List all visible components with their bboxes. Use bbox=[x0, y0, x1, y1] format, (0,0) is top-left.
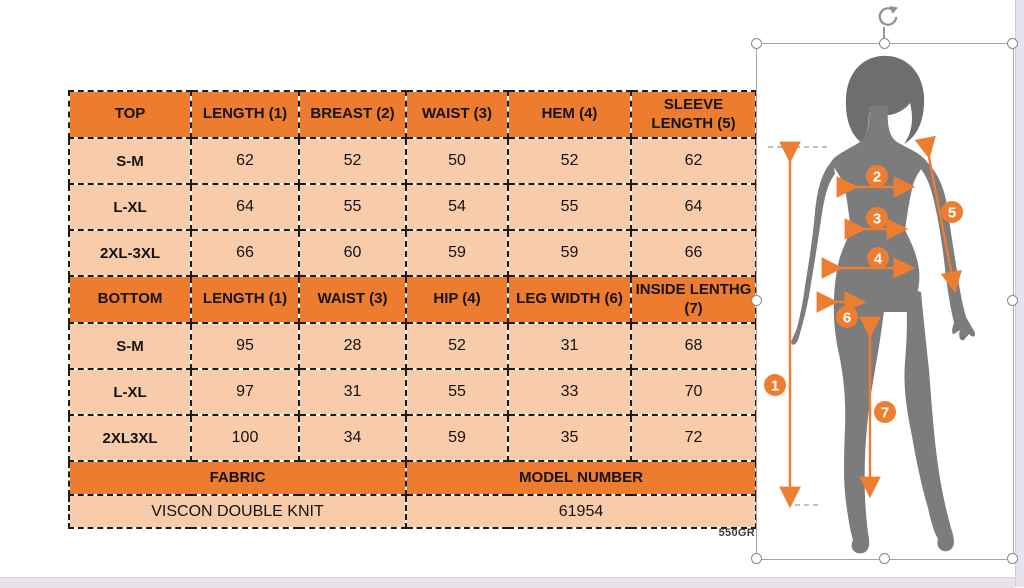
selection-handle-top-right[interactable] bbox=[1007, 38, 1018, 49]
header-cell: HEM (4) bbox=[508, 91, 631, 138]
size-cell: L-XL bbox=[69, 369, 191, 415]
model-number-label-cell: MODEL NUMBER bbox=[406, 461, 756, 495]
marker-1: 1 bbox=[770, 377, 780, 395]
table-row bbox=[69, 369, 756, 415]
value-cell: 52 bbox=[299, 138, 406, 184]
value-cell: 60 bbox=[299, 230, 406, 276]
value-cell: 70 bbox=[631, 369, 756, 415]
value-cell: 31 bbox=[299, 369, 406, 415]
selection-handle-bottom-center[interactable] bbox=[879, 553, 890, 564]
value-cell: 66 bbox=[631, 230, 756, 276]
value-cell: 55 bbox=[406, 369, 508, 415]
size-cell: L-XL bbox=[69, 184, 191, 230]
model-number-value-cell: 61954 bbox=[406, 495, 756, 528]
table-row bbox=[69, 184, 756, 230]
marker-2: 2 bbox=[872, 168, 882, 186]
header-cell: BOTTOM bbox=[69, 276, 191, 323]
header-cell: LENGTH (1) bbox=[191, 276, 299, 323]
marker-6: 6 bbox=[842, 309, 852, 327]
top-header-row bbox=[69, 91, 756, 138]
value-cell: 62 bbox=[191, 138, 299, 184]
header-cell: LENGTH (1) bbox=[191, 91, 299, 138]
value-cell: 59 bbox=[406, 230, 508, 276]
size-cell: S-M bbox=[69, 323, 191, 369]
size-chart-table[interactable] bbox=[68, 90, 757, 529]
value-cell: 64 bbox=[191, 184, 299, 230]
header-cell: BREAST (2) bbox=[299, 91, 406, 138]
marker-4: 4 bbox=[873, 250, 883, 268]
value-cell: 97 bbox=[191, 369, 299, 415]
fabric-value-cell: VISCON DOUBLE KNIT bbox=[69, 495, 406, 528]
value-cell: 28 bbox=[299, 323, 406, 369]
value-cell: 31 bbox=[508, 323, 631, 369]
weight-note: 550GR bbox=[718, 527, 755, 539]
value-cell: 33 bbox=[508, 369, 631, 415]
header-cell: WAIST (3) bbox=[299, 276, 406, 323]
value-cell: 95 bbox=[191, 323, 299, 369]
selection-handle-middle-right[interactable] bbox=[1007, 295, 1018, 306]
header-cell: WAIST (3) bbox=[406, 91, 508, 138]
rotate-handle-icon[interactable] bbox=[876, 4, 900, 28]
size-cell: 2XL3XL bbox=[69, 415, 191, 461]
size-cell: 2XL-3XL bbox=[69, 230, 191, 276]
value-cell: 62 bbox=[631, 138, 756, 184]
selection-box bbox=[756, 43, 1014, 560]
selection-handle-bottom-left[interactable] bbox=[751, 553, 762, 564]
table-row bbox=[69, 323, 756, 369]
selection-handle-bottom-right[interactable] bbox=[1007, 553, 1018, 564]
value-cell: 100 bbox=[191, 415, 299, 461]
canvas-edge-bottom bbox=[0, 577, 1015, 588]
value-cell: 34 bbox=[299, 415, 406, 461]
selection-handle-top-left[interactable] bbox=[751, 38, 762, 49]
table-row bbox=[69, 138, 756, 184]
footer-value-row bbox=[69, 495, 756, 528]
selection-handle-top-center[interactable] bbox=[879, 38, 890, 49]
value-cell: 50 bbox=[406, 138, 508, 184]
value-cell: 66 bbox=[191, 230, 299, 276]
footer-header-row bbox=[69, 461, 756, 495]
header-cell: INSIDE LENTHG (7) bbox=[631, 276, 756, 323]
value-cell: 52 bbox=[406, 323, 508, 369]
value-cell: 72 bbox=[631, 415, 756, 461]
value-cell: 52 bbox=[508, 138, 631, 184]
size-cell: S-M bbox=[69, 138, 191, 184]
canvas-edge-right bbox=[1015, 0, 1024, 587]
value-cell: 59 bbox=[508, 230, 631, 276]
header-cell: LEG WIDTH (6) bbox=[508, 276, 631, 323]
fabric-label-cell: FABRIC bbox=[69, 461, 406, 495]
selection-handle-middle-left[interactable] bbox=[751, 295, 762, 306]
table-row bbox=[69, 230, 756, 276]
value-cell: 59 bbox=[406, 415, 508, 461]
marker-7: 7 bbox=[880, 404, 890, 422]
value-cell: 55 bbox=[299, 184, 406, 230]
bottom-header-row bbox=[69, 276, 756, 323]
value-cell: 55 bbox=[508, 184, 631, 230]
value-cell: 64 bbox=[631, 184, 756, 230]
value-cell: 54 bbox=[406, 184, 508, 230]
header-cell: SLEEVE LENGTH (5) bbox=[631, 91, 756, 138]
marker-5: 5 bbox=[947, 204, 957, 222]
value-cell: 68 bbox=[631, 323, 756, 369]
header-cell: TOP bbox=[69, 91, 191, 138]
table-row bbox=[69, 415, 756, 461]
header-cell: HIP (4) bbox=[406, 276, 508, 323]
value-cell: 35 bbox=[508, 415, 631, 461]
marker-3: 3 bbox=[872, 210, 882, 228]
